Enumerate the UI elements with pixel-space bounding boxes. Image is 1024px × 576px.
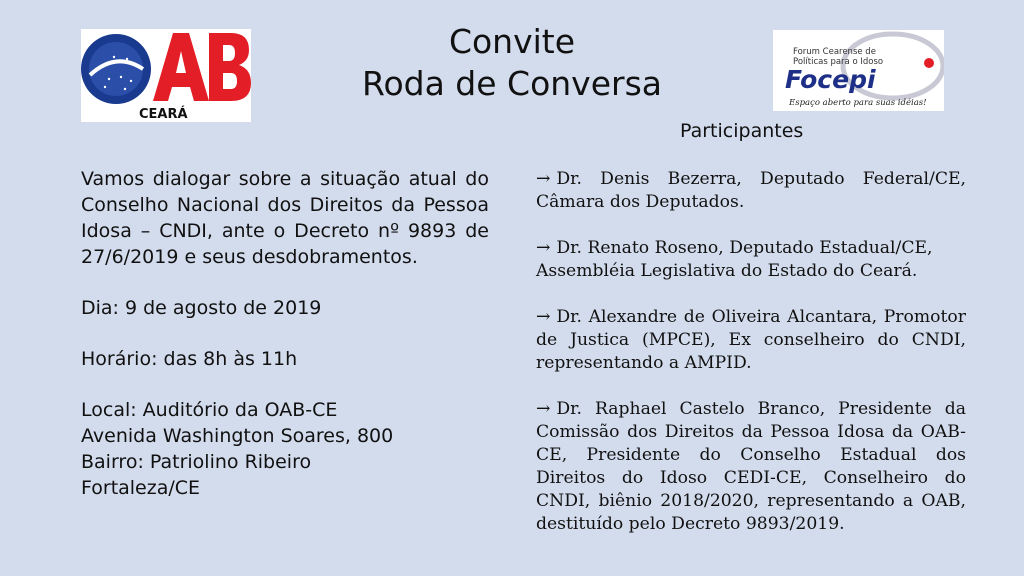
intro-text: Vamos dialogar sobre a situação atual do Conselho Nacional dos Direitos da Pessoa Idosa – CNDI, ante o Decreto nº 9893 de 27/6/2019 e seus desdobramentos. <box>81 168 489 268</box>
participant-item <box>536 237 966 283</box>
oab-ceara-logo <box>81 29 251 122</box>
title-line-2: Roda de Conversa <box>362 64 662 103</box>
participant-text-continued: Assembléia Legislativa do Estado do Ceará. <box>536 261 918 281</box>
arrow-icon: → <box>536 307 551 327</box>
participant-text: Dr. Alexandre de Oliveira Alcantara, Promotor de Justica (MPCE), Ex conselheiro do CNDI, representando a AMPID. <box>536 307 966 373</box>
event-time: Horário: das 8h às 11h <box>81 348 298 370</box>
focepi-line2: Políticas para o Idoso <box>793 57 884 67</box>
participant-text: Dr. Renato Roseno, Deputado Estadual/CE, <box>556 238 933 258</box>
location-line-2: Avenida Washington Soares, 800 <box>81 425 394 447</box>
arrow-icon: → <box>536 169 551 189</box>
arrow-icon: → <box>536 399 551 419</box>
participants-heading: Participantes <box>680 120 804 142</box>
location-line-1: Local: Auditório da OAB-CE <box>81 399 338 421</box>
participant-text: Dr. Denis Bezerra, Deputado Federal/CE, Câmara dos Deputados. <box>536 169 966 212</box>
participant-item <box>536 168 966 214</box>
location-line-3: Bairro: Patriolino Ribeiro <box>81 451 312 473</box>
participant-item <box>536 398 966 536</box>
participant-text: Dr. Raphael Castelo Branco, Presidente da Comissão dos Direitos da Pessoa Idosa da OAB-CE, Presidente do Conselho Estadual dos Direitos do Idoso CEDI-CE, Conselheiro do CNDI, biênio 2018/2020, representando a OAB, destituído pelo Decreto 9893/2019. <box>536 399 966 534</box>
event-location <box>81 397 489 501</box>
focepi-tagline: Espaço aberto para suas idéias! <box>789 98 927 108</box>
participants-list <box>536 168 966 559</box>
location-line-4: Fortaleza/CE <box>81 477 201 499</box>
invitation-details <box>81 166 489 501</box>
participant-item <box>536 306 966 375</box>
event-date: Dia: 9 de agosto de 2019 <box>81 297 322 319</box>
arrow-icon: → <box>536 238 551 258</box>
oab-state-text: CEARÁ <box>139 107 188 122</box>
title-line-1: Convite <box>448 22 576 61</box>
focepi-line1: Forum Cearense de <box>793 47 876 57</box>
focepi-logo <box>773 30 944 111</box>
focepi-name: Focepi <box>785 65 876 94</box>
